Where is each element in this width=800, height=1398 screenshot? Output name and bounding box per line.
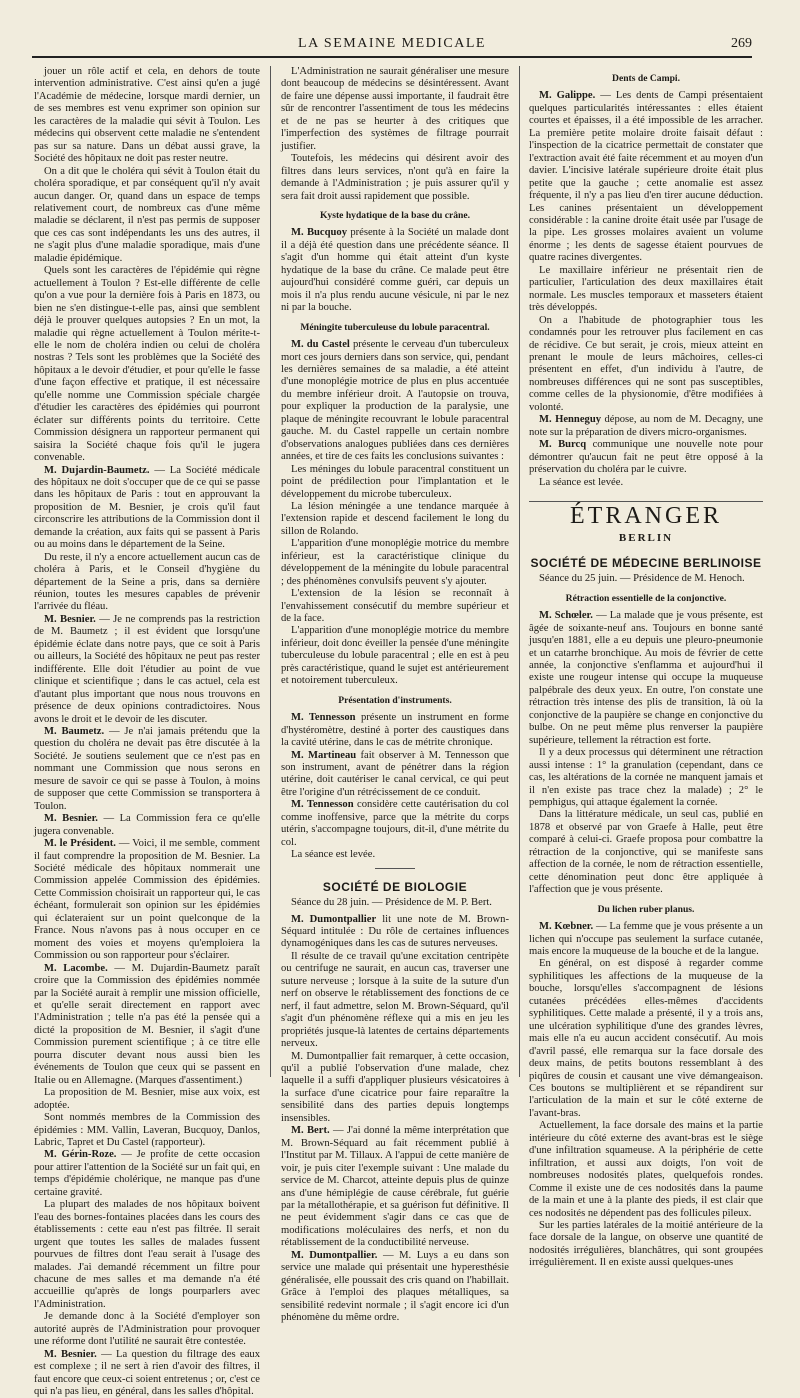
paragraph-text: — M. Luys a eu dans son service une malade qui présentait une hyperesthésie généralisée, elle poussait des cris quand on l'habillait. Grâce à l'emploi des plaques métalliques, sa sensibilité redevint normale ; il s'agit encore ici d'un phénomène du même ordre. xyxy=(281,1249,509,1324)
paragraph-text: jouer un rôle actif et cela, en dehors de toute intervention administrative. C'est ainsi qu'en a jugé l'Académie de médecine, lorsque mardi dernier, un de ses membres est venu exprimer son opinion sur les caractères de la maladie qui sévit à Toulon. Les médecins qui observent cette maladie ne s'entendent pas sur sa nature. Dans un débat aussi grave, la Société des hôpitaux ne doit pas rester neutre. xyxy=(34,66,260,165)
paragraph-text: On a dit que le choléra qui sévit à Toulon était du choléra sporadique, et par conséquent qu'il n'y avait aucun danger. Or, quand dans un espace de temps relativement court, de nombreux cas d'une même maladie se déclarent, il n'est pas permis de supposer que ces cas sont indépendants les uns des autres, il ne s'agit plus d'une maladie sporadique, mais d'une maladie épidémique. xyxy=(34,165,260,264)
paragraph-text: Du reste, il n'y a encore actuellement aucun cas de choléra à Paris, et le Conseil d'hygiène du département de la Seine a pris, dans sa dernière réunion, toutes les mesures capables de prévenir l'arrivée du fléau. xyxy=(34,551,260,613)
paragraph-text: considère cette cautérisation du col comme inoffensive, parce que la métrite du corps utérin, s'accompagne toujours, dit-il, d'une métrite du col. xyxy=(281,799,509,848)
paragraph xyxy=(34,1087,260,1112)
paragraph xyxy=(34,66,260,166)
paragraph xyxy=(281,914,509,951)
paragraph-text: Sont nommés membres de la Commission des épidémies : MM. Vallin, Laveran, Bucquoy, Danlos, Labric, Tapret et Du Castel (rapporteur). xyxy=(34,1112,260,1148)
speaker-name: M. le Président. xyxy=(44,838,116,850)
paragraph-text: La proposition de M. Besnier, mise aux voix, est adoptée. xyxy=(34,1087,260,1111)
paragraph-text: — Je n'ai jamais prétendu que la question du choléra ne devait pas être discutée à la Société. Je soutiens seulement que ce n'est pas en nommant une Commission que nous serons en mesure de savoir ce qui se passe à Toulon, à moins de supposer que cette Commission se transportera à Toulon. xyxy=(34,726,260,812)
paragraph xyxy=(281,1125,509,1250)
column-1 xyxy=(34,66,261,1398)
paragraph xyxy=(34,1199,260,1311)
paragraph-text: L'Administration ne saurait généraliser une mesure dont beaucoup de médecins se désintéressent. Avant de faire une dépense aussi importante, il faudrait être sûr de rencontrer l'assentiment de tous les médecins et de ne pas se heurter à des critiques que l'imperfection des systèmes de filtrage pourrait justifier. xyxy=(281,66,509,152)
paragraph-text: Je demande donc à la Société d'employer son autorité auprès de l'Administration pour provoquer une réforme dont l'utilité ne saurait être contestée. xyxy=(34,1311,260,1348)
speaker-name: M. Henneguy xyxy=(539,414,602,426)
paragraph xyxy=(529,90,763,264)
paragraph xyxy=(281,750,509,800)
paragraph xyxy=(529,958,763,1120)
paragraph xyxy=(34,265,260,464)
speaker-name: M. Besnier. xyxy=(44,613,96,625)
paragraph xyxy=(281,339,509,464)
paragraph-text: — M. Dujardin-Baumetz paraît croire que la Commission des épidémies nommée par la Société aurait à remplir une mission officielle, et qu'elle serait directement en rapport avec l'Administration ; telle n'a pas été la pensée qui a dicté la proposition de M. Besnier, il s'agit d'une Commission purement scientifique ; à ce titre elle pourra discuter devant nous aussi bien les événements de Toulon que ceux qui se passent en Italie ou en Allemagne. (Marques d'assentiment.) xyxy=(34,962,260,1086)
paragraph xyxy=(34,1149,260,1199)
running-title: LA SEMAINE MEDICALE xyxy=(298,36,486,51)
speaker-name: M. Martineau xyxy=(291,749,357,761)
paragraph-text: dépose, au nom de M. Decagny, une note sur la préparation de divers micro-organismes. xyxy=(529,414,763,438)
paragraph-text: La séance est levée. xyxy=(291,849,376,861)
paragraph-text: présente le cerveau d'un tuberculeux mort ces jours derniers dans son service, qui, pendant les dernières semaines de sa maladie, a été atteint d'une monoplégie motrice de plus en plus accentuée du membre inférieur droit. A l'autopsie on trouva, pour expliquer la production de la paralysie, une plaque de méningite recouvrant le lobule paracentral gauche. M. du Castel rappelle un certain nombre d'observations analogues publiées dans ces dernières années, et tire de ces faits les conclusions suivantes : xyxy=(281,339,509,463)
subsection-heading: Méningite tuberculeuse du lobule paracentral. xyxy=(300,321,490,333)
paragraph-text: L'extension de la lésion se reconnaît à l'envahissement consécutif du membre supérieur et de la face. xyxy=(281,588,509,625)
paragraph xyxy=(281,1250,509,1325)
paragraph-text: — La question du filtrage des eaux est complexe ; il ne sert à rien d'avoir des filtres, il faut encore que ceux-ci soient entretenus ; or, c'est ce qui n'a pas lieu, en général, dans les salles d'hôpital. xyxy=(34,1348,260,1398)
paragraph xyxy=(281,625,509,687)
paragraph-text: — Je profite de cette occasion pour attirer l'attention de la Société sur un fait qui, en temps d'épidémie cholérique, ne manque pas d'une certaine gravité. xyxy=(34,1149,261,1198)
paragraph-text: Quels sont les caractères de l'épidémie qui règne actuellement à Toulon ? Est-elle différente de celle qu'on a vue pour la dernière fois à Paris en 1873, ou bien ne s'en distingue-t-elle pas, ainsi que semblent déjà le prouver quelques autopsies ? En un mot, la maladie qui règne actuellement à Toulon mérite-t-elle le nom de choléra indien ou celui de choléra nostras ? Tels sont les problèmes que la Société des hôpitaux a le devoir d'étudier, et pour qu'elle le fasse d'une façon effective et pratique, il est nécessaire qu'elle nomme une Commission spéciale chargée d'étudier les caractères des épidémies qui pourront éclater sur différents points du territoire. Cette Commission désignera un rapporteur permanent qui saisira la Société chaque fois qu'il le jugera convenable. xyxy=(34,265,260,464)
speaker-name: M. du Castel xyxy=(291,339,350,351)
paragraph-text: — La Société médicale des hôpitaux ne doit s'occuper que de ce qui se passe dans les hôpitaux de Paris : tout en approuvant la proposition de M. Besnier, je crois qu'il faut circonscrire les attributions de la Commission dont il demande la création, aux faits qui se passent à Paris ou au moins dans le département de la Seine. xyxy=(34,464,260,551)
paragraph xyxy=(529,1220,763,1270)
speaker-name: M. Besnier. xyxy=(44,1348,97,1360)
speaker-name: M. Burcq xyxy=(539,439,587,451)
column-divider xyxy=(270,66,271,1077)
paragraph xyxy=(281,501,509,538)
paragraph xyxy=(281,712,509,749)
speaker-name: M. Lacombe. xyxy=(44,962,108,974)
section-heading: SOCIÉTÉ DE MÉDECINE BERLINOISE xyxy=(530,555,762,570)
subsection-heading: Présentation d'instruments. xyxy=(338,694,452,706)
subsection-heading: Dents de Campi. xyxy=(612,73,680,84)
paragraph-text: La séance est levée. xyxy=(539,476,624,488)
speaker-name: M. Gérin-Roze. xyxy=(44,1149,117,1161)
header-rule xyxy=(32,56,752,58)
paragraph xyxy=(281,538,509,588)
paragraph-text: — La femme que je vous présente a un lichen qui n'occupe pas seulement la surface cutanée, mais encore la muqueuse de la bouche et de la langue. xyxy=(529,921,763,957)
column-divider xyxy=(519,66,520,1077)
paragraph-text: — Voici, il me semble, comment il faut comprendre la proposition de M. Besnier. La Société médicale des hôpitaux nommerait une Commission appelée Commission des épidémies. Cette Commission choisirait un rapporteur qui, le cas échéant, formulerait son opinion sur les épidémies qui éclateraient sur un point quelconque de la France. Nous n'avons pas à nous occuper en ce moment des voies et moyens qu'emploiera la Commission ou son rapporteur pour s'éclairer. xyxy=(34,838,260,962)
speaker-name: M. Schœler. xyxy=(539,610,593,622)
paragraph-text: Sur les parties latérales de la moitié antérieure de la face dorsale de la langue, on observe une quantité de nodosités irrégulières, blanchâtres, qui sont groupées irrégulièrement. Il en existe aussi quelques-unes xyxy=(529,1219,763,1269)
speaker-name: M. Dumontpallier. xyxy=(291,1249,378,1261)
paragraph xyxy=(529,315,763,415)
speaker-name: M. Baumetz. xyxy=(44,726,105,738)
paragraph-text: On a l'habitude de photographier tous les condamnés pour les retrouver plus facilement en cas de récidive. Ce but serait, je crois, mieux atteint en prenant le moule de leurs mâchoires, celles-ci présentent en effet, d'un individu à l'autre, de nombreuses différences qui ne sont pas susceptibles, comme celles de la physionomie, d'être modifiées à volonté. xyxy=(529,314,763,413)
paragraph xyxy=(34,838,260,963)
paragraph-text: Le maxillaire inférieur ne présentait rien de particulier, l'articulation des deux maxillaires était normale. Les muscles temporaux et masseters étaient très développés. xyxy=(529,264,763,314)
paragraph xyxy=(281,464,509,501)
paragraph xyxy=(34,1349,260,1398)
separator-rule xyxy=(375,868,415,869)
paragraph xyxy=(281,588,509,625)
paragraph-text: La plupart des malades de nos hôpitaux boivent l'eau des bornes-fontaines placées dans les cours des établissements : cette eau n'est pas filtrée. Il serait urgent que toutes les salles de malades fussent pourvues de filtres dont l'eau serait à l'usage des malades. J'ai demandé récemment un filtre pour chacune de mes salles et ma demande n'a été accueillie qu'après de longs pourparlers avec l'Administration. xyxy=(34,1199,260,1310)
separator-rule xyxy=(529,501,763,502)
paragraph-text: — Je ne comprends pas la restriction de M. Baumetz ; il est évident que lorsqu'une épidémie éclate dans notre pays, que ce soit à Paris ou ailleurs, la Société des hôpitaux ne peut pas rester indifférente. Elle doit l'étudier au point de vue clinique et scientifique ; dans le cas actuel, cela est d'autant plus important que nous nous trouvons en présence de deux opinions contradictoires. Nous avons le droit et le devoir de les discuter. xyxy=(34,613,260,725)
paragraph-text: Les méninges du lobule paracentral constituent un point de prédilection pour l'implantation et le développement du microbe tuberculeux. xyxy=(281,463,509,500)
paragraph-text: L'apparition d'une monoplégie motrice du membre inférieur, est la caractéristique clinique du développement de la méningite du lobule paracentral ; des phénomènes convulsifs peuvent s'y ajouter. xyxy=(281,538,509,587)
paragraph-text: Il y a deux processus qui déterminent une rétraction aussi intense : 1° la granulation (cependant, dans ce cas, les altérations de la cornée ne manquent jamais et il n'en existe pas trace chez la malade) ; 2° le pemphigus, qui attaque également la cornée. xyxy=(529,747,763,809)
session-line: Séance du 25 juin. — Présidence de M. Henoch. xyxy=(539,573,745,585)
paragraph xyxy=(529,921,763,958)
paragraph xyxy=(34,963,260,1088)
paragraph xyxy=(281,799,509,849)
paragraph xyxy=(529,414,763,439)
section-heading: SOCIÉTÉ DE BIOLOGIE xyxy=(322,879,468,894)
paragraph xyxy=(34,465,260,552)
page-number: 269 xyxy=(731,36,752,51)
paragraph-text: M. Dumontpallier fait remarquer, à cette occasion, qu'il a publié l'observation d'une malade, chez laquelle il a suffi d'appliquer plusieurs vésicatoires à la surface d'une cicatrice pour faire reparaître la sensibilité dans des parties depuis longtemps insensibles. xyxy=(281,1050,509,1124)
paragraph xyxy=(529,809,763,896)
paragraph-text: — La malade que je vous présente, est âgée de soixante-neuf ans. Toujours en bonne santé jusqu'en 1881, elle a eu depuis une pleuro-pneumonie et un catarrhe bronchique. Au mois de février de cette année, la conjonctive s'enflamma et aujourd'hui il existe une rougeur intense qui occupe la muqueuse palpébrale des deux yeux. En outre, l'on constate une rétraction très intense des plis de transition, là où la conjonctive de la paupière se change en conjonctive du bulbe. On ne peut même plus renverser la paupière supérieure, tellement la rétraction est forte. xyxy=(529,610,763,746)
paragraph xyxy=(529,477,763,489)
paragraph-text: Il résulte de ce travail qu'une excitation centripète ou centrifuge ne saurait, en aucun cas, traverser une suture nerveuse ; lorsque à la suite de la suture d'un nerf on observe le rétablissement des fonctions de ce nerf, il faut admettre, selon M. Brown-Séquard, qu'il s'agit d'un phénomène réflexe qui a mis en jeu les propriétés jusque-là latentes de certains départements nerveux. xyxy=(281,950,509,1050)
paragraph xyxy=(34,726,260,813)
paragraph xyxy=(34,1311,260,1348)
paragraph xyxy=(281,951,509,1051)
paragraph xyxy=(281,153,509,203)
paragraph xyxy=(34,614,260,726)
speaker-name: M. Galippe. xyxy=(539,90,596,102)
paragraph xyxy=(529,610,763,747)
paragraph xyxy=(34,166,260,266)
speaker-name: M. Bucquoy xyxy=(291,227,347,239)
speaker-name: M. Bert. xyxy=(291,1125,330,1137)
subsection-heading: Du lichen ruber planus. xyxy=(597,903,695,915)
paragraph xyxy=(34,552,260,614)
subsection-heading: Kyste hydatique de la base du crâne. xyxy=(319,209,471,221)
running-header xyxy=(32,18,752,62)
paragraph-text: Toutefois, les médecins qui désirent avoir des filtres dans leurs services, n'ont qu'à en faire la demande à l'Administration ; je puis assurer qu'il y sera fait droit aussi rapidement que possible. xyxy=(281,153,509,202)
paragraph-text: présente à la Société un malade dont il a déjà été question dans une précédente séance. Il s'agit d'un homme qui était atteint d'un kyste hydatique de la base du crâne. Ce malade peut être aujourd'hui considéré comme guéri, car depuis un mois il n'a plus rendu aucune vésicule, ni par le nez ni par la bouche. xyxy=(281,227,509,314)
speaker-name: M. Dumontpallier xyxy=(291,913,377,925)
paragraph xyxy=(529,439,763,476)
speaker-name: M. Kœbner. xyxy=(539,921,594,933)
paragraph-text: — J'ai donné la même interprétation que M. Brown-Séquard au fait récemment publié à l'Institut par M. Tillaux. A l'appui de cette manière de voir, je puis citer l'exemple suivant : Une malade du service de M. Charcot, atteinte depuis plus de quinze ans d'une hémiplégie de cause cérébrale, fut guérie par la métallothérapie, et sa guérison fut définitive. Il ne peut évidemment s'agir dans ce cas que de modifications moléculaires des nerfs, et non du rétablissement de la conductibilité nerveuse. xyxy=(281,1125,509,1249)
paragraph xyxy=(529,747,763,809)
paragraph xyxy=(281,66,509,153)
speaker-name: M. Dujardin-Baumetz. xyxy=(44,464,150,476)
paragraph-text: Actuellement, la face dorsale des mains et la partie intérieure du côté externe des avant-bras est le siège d'une infiltration squameuse. A la périphérie de cette infiltration, et aussi aux doigts, l'on voit de nombreuses nodosités plates, quelquefois rondes. Comme il existe une de ces nodosités dans la paume de la main et une à la plante des pieds, il est clair que ces nodosités ne dépendent pas des follicules pileux. xyxy=(529,1120,763,1219)
paragraph-text: L'apparition d'une monoplégie motrice du membre inférieur, doit donc éveiller la pensée d'une méningite tuberculeuse du lobule paracentral ; elle en est à peu près caractéristique, quand le sujet est antérieurement et notoirement tuberculeux. xyxy=(281,625,509,687)
paragraph xyxy=(281,849,509,861)
paragraph-text: fait observer à M. Tennesson que son instrument, avant de pénétrer dans la région utérine, doit cautériser le canal cervical, ce qui peut être l'origine d'un rétrécissement de ce conduit. xyxy=(281,749,509,798)
speaker-name: M. Besnier. xyxy=(44,813,98,825)
subsection-heading: Rétraction essentielle de la conjonctive. xyxy=(565,592,727,604)
paragraph xyxy=(529,265,763,315)
column-2 xyxy=(281,66,510,1324)
paragraph-text: communique une nouvelle note pour démontrer qu'aucun fait ne peut être opposé à la préservation du choléra par le cuivre. xyxy=(529,439,763,476)
paragraph xyxy=(34,1112,260,1149)
paragraph-text: En général, on est disposé à regarder comme syphilitiques les affections de la muqueuse de la bouche, lorsqu'elles s'accompagnent de lésions cutanées précédées elles-mêmes d'accidents syphilitiques. Cette malade a présenté, il y a trois ans, une ulcération syphilitique d'une des grandes lèvres, mais elle n'a eu aucun accident consécutif. Au mois d'avril passé, elle remarqua sur la face dorsale des deux mains, de petits boutons ressemblant à des piqûres de cousin et causant une vive démangeaison. Ces boutons se multiplièrent et se répandirent sur l'articulation de la main et sur le côté externe de l'avant-bras. xyxy=(529,958,763,1119)
session-line: Séance du 28 juin. — Présidence de M. P. Bert. xyxy=(291,897,492,909)
paragraph xyxy=(529,1120,763,1220)
paragraph xyxy=(281,1051,509,1126)
speaker-name: M. Tennesson xyxy=(291,799,354,811)
paragraph xyxy=(34,813,260,838)
paragraph-text: — La Commission fera ce qu'elle jugera convenable. xyxy=(34,813,260,837)
paragraph-text: — Les dents de Campi présentaient quelques particularités intéressantes : elles étaient courtes et épaisses, il a été impossible de les arracher. La première petite molaire droite faisait défaut : l'inspection de la cicatrice permettait de constater que l'extraction avait été faite récemment et au moyen d'un davier. L'incisive latérale supérieure droite était plus petite que la gauche ; cette anomalie est assez fréquente, il n'y a pas lieu d'en tirer aucune déduction. Les canines présentaient un développement considérable : la canine droite était usée par l'usage de la pipe. Les grosses molaires avaient un volume énorme ; les dents de sagesse étaient pourvues de quatre racines divergentes. xyxy=(529,90,763,264)
paragraph-text: présente un instrument en forme d'hystéromètre, destiné à porter des caustiques dans la cavité utérine, dans le cas de métrite chronique. xyxy=(281,712,509,749)
paragraph-text: Dans la littérature médicale, un seul cas, publié en 1878 et observé par von Graefe à Halle, peut être comparé à celui-ci. Graefe proposa pour combattre la rétraction de la conjonctive, qui se manifeste sans affection de la cornée, le nom de rétraction essentielle, cette dénomination peut donc être appliquée à l'affection que je vous présente. xyxy=(529,809,763,896)
section-banner: ÉTRANGER xyxy=(570,502,722,529)
paragraph xyxy=(281,227,509,314)
paragraph-text: lit une note de M. Brown-Séquard intitulée : Du rôle de certaines influences dynamogéniques dans les cas de sutures nerveuses. xyxy=(281,913,510,950)
paragraph-text: La lésion méningée a une tendance marquée à l'extension rapide et descend facilement le long du sillon de Rolando. xyxy=(281,500,509,537)
column-3 xyxy=(529,66,763,1269)
city-heading: BERLIN xyxy=(618,532,674,545)
speaker-name: M. Tennesson xyxy=(291,712,356,724)
